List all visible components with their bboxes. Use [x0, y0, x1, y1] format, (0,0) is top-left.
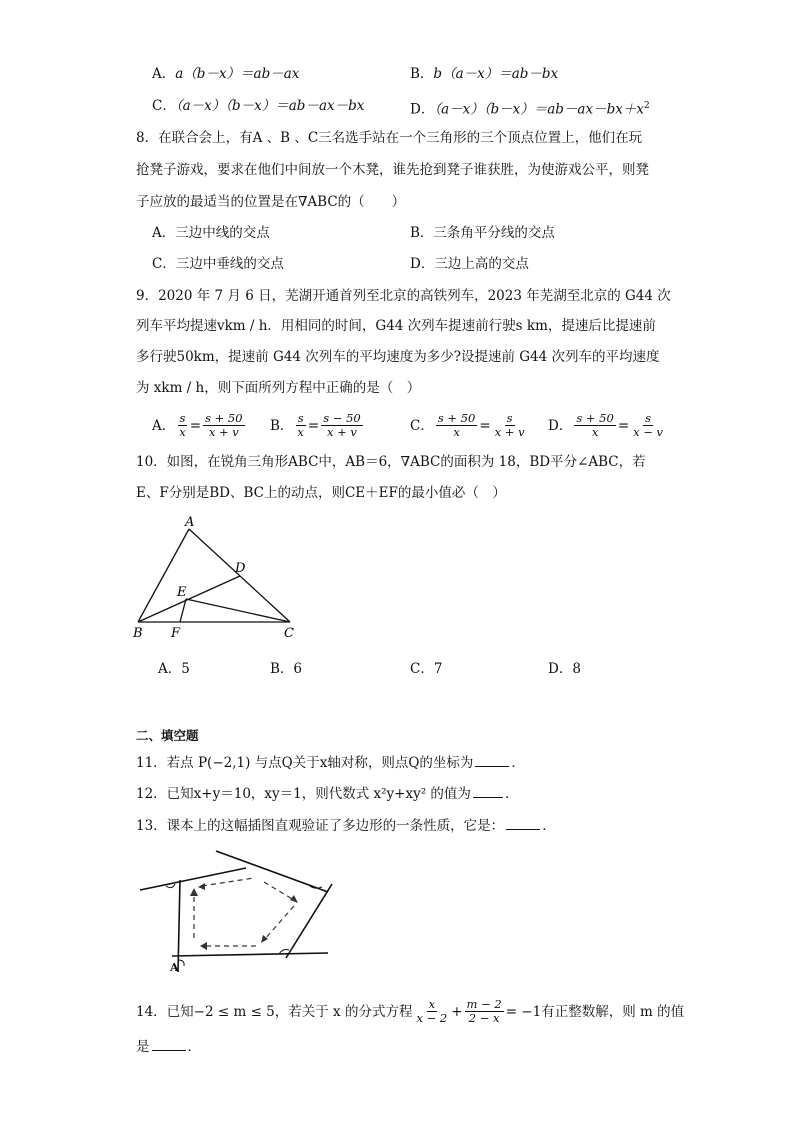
denominator: x + v — [327, 425, 357, 439]
q9-line-3: 多行驶50km，提速前 G44 次列车的平均速度为多少?设提速前 G44 次列车的平均速度 — [136, 349, 660, 365]
q7-option-d-sup: 2 — [643, 101, 650, 111]
denominator: x — [591, 425, 599, 439]
q11-text: 11．若点 P(−2,1) 与点Q关于x轴对称，则点Q的坐标为 — [136, 755, 474, 771]
q7-option-b[interactable] — [410, 64, 558, 84]
fraction — [436, 412, 477, 439]
polygon-side-bottom — [172, 953, 328, 956]
q8-option-b[interactable]: B．三条角平分线的交点 — [410, 225, 555, 241]
arrow-head — [200, 942, 207, 950]
equals-sign: = — [617, 417, 630, 434]
label-a: A — [170, 961, 179, 974]
q9-option-d[interactable] — [548, 412, 667, 439]
q14-end: ． — [187, 1039, 201, 1055]
q8-line-3: 子应放的最适当的位置是在∇ABC的（ ） — [136, 194, 406, 210]
numerator: s + 50 — [576, 411, 614, 425]
q10-line-1: 10．如图，在锐角三角形ABC中，AB＝6，∇ABC的面积为 18，BD平分∠ABC，若 — [136, 454, 646, 470]
q8-option-a[interactable]: A．三边中线的交点 — [152, 225, 270, 241]
q9-option-d-label: D． — [548, 417, 573, 434]
fraction — [574, 412, 615, 439]
q12-text: 12．已知x+y＝10，xy＝1，则代数式 x²y+xy² 的值为 — [136, 786, 471, 802]
equals-sign: = — [189, 417, 202, 434]
label-e: E — [177, 585, 187, 600]
q10-option-a[interactable]: A．5 — [158, 661, 190, 677]
q7-option-a[interactable] — [152, 64, 299, 84]
q8-line-1: 8．在联合会上，有A 、B 、C三名选手站在一个三角形的三个顶点位置上，他们在玩 — [136, 130, 643, 146]
denominator: x − 2 — [416, 1011, 448, 1025]
denominator: 2 − x — [468, 1011, 500, 1025]
arrow-head — [190, 888, 198, 896]
denominator: x — [179, 425, 186, 439]
q7-option-a-text: a（b－x）＝ab－ax — [175, 66, 300, 82]
q9-option-c-label: C． — [410, 417, 434, 434]
q10-triangle-figure — [125, 512, 315, 644]
q9-line-1: 9．2020 年 7 月 6 日，芜湖开通首列至北京的高铁列车，2023 年芜湖至北京的 G44 次 — [136, 288, 671, 304]
dashed-arrow — [202, 878, 254, 886]
q7-option-c[interactable] — [152, 96, 364, 116]
arrow-head — [290, 895, 298, 903]
q12 — [136, 783, 518, 804]
q7-option-d-label: D． — [410, 101, 435, 118]
q14-line-2 — [136, 1036, 201, 1057]
polygon-side-left — [178, 880, 180, 972]
q9-line-4: 为 xkm / h，则下面所列方程中正确的是（ ） — [136, 380, 421, 396]
q13 — [136, 815, 556, 836]
q12-end: ． — [504, 786, 519, 802]
polygon-side-right — [286, 884, 332, 958]
numerator: s + 50 — [205, 411, 243, 425]
numerator: s + 50 — [437, 411, 476, 425]
section-title-fill-in: 二、填空题 — [136, 728, 199, 743]
q7-option-a-label: A． — [152, 66, 176, 82]
equals-sign: = — [479, 417, 491, 434]
fraction — [177, 412, 188, 439]
q8-line-2: 抢凳子游戏，要求在他们中间放一个木凳，谁先抢到凳子谁获胜，为使游戏公平，则凳 — [136, 162, 649, 178]
numerator: s — [645, 411, 652, 425]
q11-end: ． — [511, 755, 525, 771]
label-a: A — [185, 515, 195, 530]
q9-option-a[interactable] — [152, 412, 247, 439]
q9-line-2: 列车平均提速vkm / h．用相同的时间，G44 次列车提速前行驶s km，提速后比提速前 — [136, 318, 656, 334]
q8-option-c[interactable]: C．三边中垂线的交点 — [152, 256, 284, 272]
label-b: B — [133, 626, 143, 641]
equals-sign: = — [307, 417, 320, 434]
numerator: s — [506, 411, 513, 425]
numerator: x — [428, 997, 436, 1011]
q14-line-2-text: 是 — [136, 1039, 150, 1055]
dashed-arrow — [264, 906, 294, 940]
label-d: D — [235, 561, 246, 576]
q12-answer-blank[interactable] — [473, 783, 503, 798]
numerator: s — [297, 411, 304, 425]
side-ab — [138, 529, 189, 622]
dashed-arrow — [264, 882, 294, 900]
q13-answer-blank[interactable] — [506, 815, 540, 830]
denominator: x — [297, 425, 304, 439]
q7-option-d-text: （a－x）（b－x）＝ab－ax－bx＋x — [434, 101, 644, 118]
q11 — [136, 752, 525, 773]
q9-option-b-label: B． — [270, 417, 294, 434]
polygon-side-top-left — [140, 868, 246, 890]
denominator: x + v — [208, 425, 239, 439]
fraction — [414, 998, 449, 1025]
q14-line-1 — [136, 998, 684, 1025]
denominator: x — [453, 425, 460, 439]
fraction — [321, 412, 362, 439]
q14-answer-blank[interactable] — [152, 1036, 186, 1051]
numerator: s — [179, 411, 186, 425]
q7-option-b-text: b（a－x）＝ab－bx — [433, 66, 559, 82]
q9-option-c[interactable] — [410, 412, 529, 439]
numerator: s − 50 — [323, 411, 361, 425]
fraction — [631, 412, 665, 439]
q10-option-c[interactable]: C．7 — [410, 661, 443, 677]
q11-answer-blank[interactable] — [475, 752, 509, 767]
q9-option-b[interactable] — [270, 412, 365, 439]
fraction — [465, 998, 504, 1025]
q13-end: ． — [542, 818, 556, 834]
fraction — [493, 412, 527, 439]
q13-text: 13．课本上的这幅插图直观验证了多边形的一条性质，它是： — [136, 818, 505, 834]
fraction — [203, 412, 244, 439]
q8-option-d[interactable]: D．三边上高的交点 — [410, 256, 529, 272]
q7-option-b-label: B． — [410, 66, 434, 82]
numerator: m − 2 — [466, 997, 502, 1011]
denominator: x + v — [494, 425, 525, 439]
fraction — [295, 412, 306, 439]
q10-line-2: E、F分别是BD、BC上的动点，则CE＋EF的最小值必（ ） — [136, 485, 506, 501]
q7-option-c-text: （a－x）（b－x）＝ab－ax－bx — [175, 98, 365, 114]
segment-ce — [186, 599, 290, 622]
q14-rhs: = −1有正整数解，则 m 的值 — [505, 1003, 685, 1020]
arrow-head — [198, 883, 205, 890]
label-f: F — [171, 626, 181, 641]
q14-prefix: 14．已知−2 ≤ m ≤ 5，若关于 x 的分式方程 — [136, 1003, 413, 1020]
label-c: C — [284, 626, 294, 641]
q7-option-c-label: C． — [152, 98, 176, 114]
q10-option-d[interactable]: D．8 — [548, 661, 581, 677]
q9-option-a-label: A． — [152, 417, 176, 434]
q10-option-b[interactable]: B．6 — [270, 661, 303, 677]
denominator: x − v — [633, 425, 664, 439]
plus-sign: + — [451, 1003, 463, 1020]
q13-polygon-figure — [136, 848, 336, 976]
q7-option-d[interactable] — [410, 96, 650, 120]
